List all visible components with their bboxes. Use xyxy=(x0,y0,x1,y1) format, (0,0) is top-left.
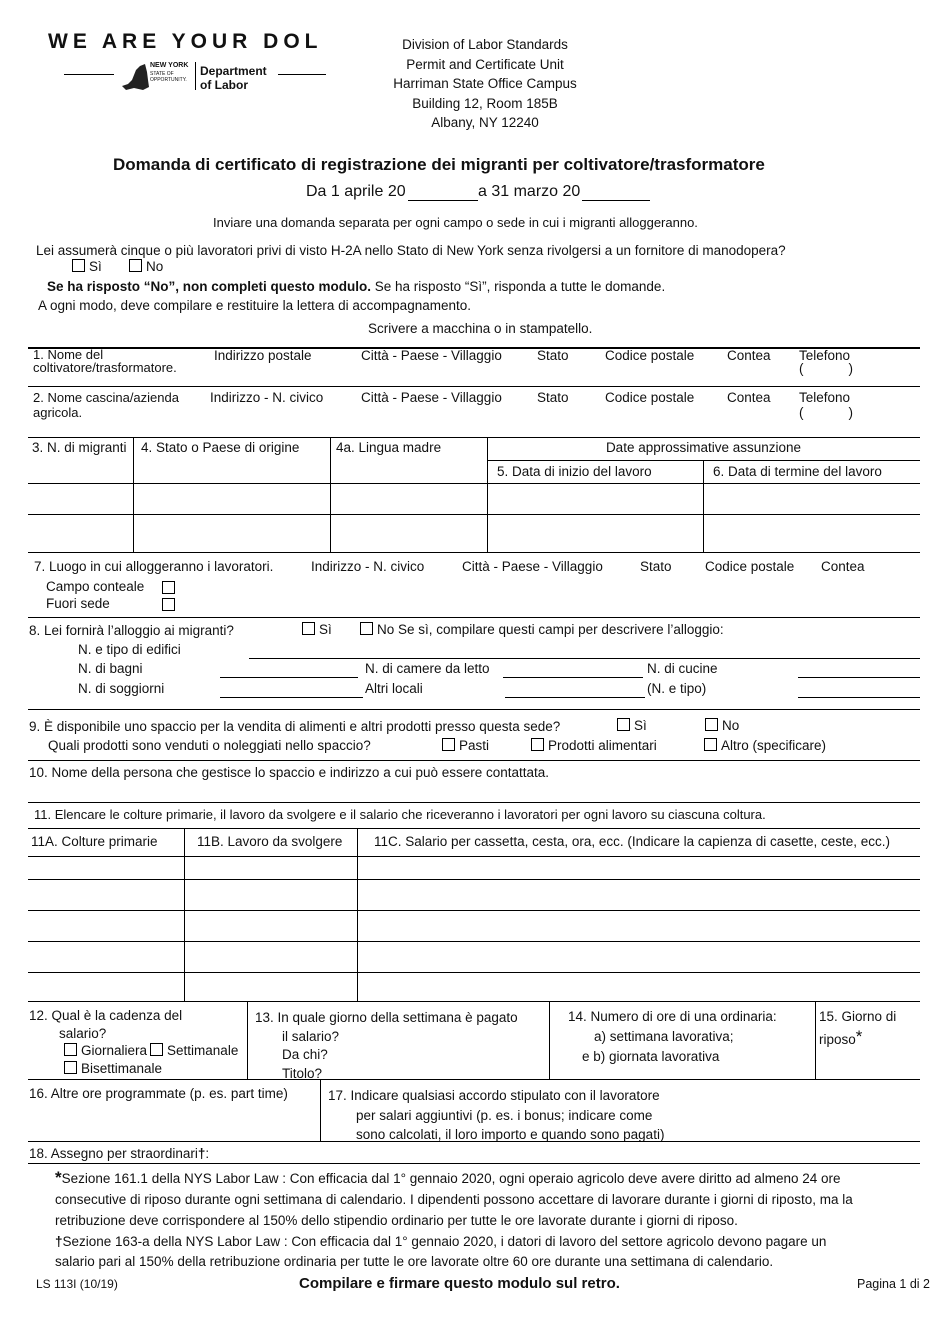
footnote-rest-day: *Sezione 161.1 della NYS Labor Law : Con efficacia dal 1° gennaio 2020, ogni operaio agricolo deve avere diritto ad almeno 24 ore consecutive di riposo durante ogni settimana di calendario. I dipendenti possono accettare di lavorare durante i giorni di riposto, ma la retribuzione deve corrispondere al 150% dello stipendio ordinario per tutte le ore lavorate durante i giorni di riposo. xyxy=(55,1168,853,1228)
q7-county: Contea xyxy=(821,559,865,574)
question-h2a: Lei assumerà cinque o più lavoratori privi di visto H-2A nello Stato di New York senza rivolgersi a un fornitore di manodopera? xyxy=(36,243,786,258)
q8-label: 8. Lei fornirà l’alloggio ai migranti? xyxy=(29,623,234,638)
q18-label: 18. Assegno per straordinari†: xyxy=(29,1146,210,1161)
col-rule xyxy=(549,1001,550,1079)
col-rule xyxy=(247,1001,248,1079)
row-rule xyxy=(28,437,920,438)
q7-label: 7. Luogo in cui alloggeranno i lavoratori. xyxy=(34,559,274,574)
q9-other[interactable]: Altro (specificare) xyxy=(704,738,826,753)
row2-phone-area[interactable]: ( ) xyxy=(799,405,853,420)
col-dates: Date approssimative assunzione xyxy=(605,440,802,455)
q8-yes[interactable]: Sì xyxy=(302,622,332,637)
checkbox-icon[interactable] xyxy=(705,718,718,731)
h2a-yes[interactable]: Sì xyxy=(72,259,102,274)
row-rule xyxy=(28,856,920,857)
cover-letter-note: A ogni modo, deve compilare e restituire la lettera di accompagnamento. xyxy=(38,298,471,313)
q12-biweekly[interactable]: Bisettimanale xyxy=(64,1061,162,1076)
q15-label: 15. Giorno di riposo* xyxy=(819,1009,897,1047)
q12-label: 12. Qual è la cadenza del salario? xyxy=(29,1008,183,1041)
row-rule xyxy=(28,910,920,911)
q8-no[interactable]: No Se sì, compilare questi campi per descrivere l’alloggio: xyxy=(360,622,724,637)
row2-address: Indirizzo - N. civico xyxy=(210,390,324,405)
row-rule xyxy=(487,460,920,461)
row-rule xyxy=(28,386,920,387)
row-rule xyxy=(28,828,920,829)
other-rooms-field[interactable] xyxy=(505,697,645,698)
row2-name: 2. Nome cascina/azienda agricola. xyxy=(33,390,179,420)
buildings-field[interactable] xyxy=(249,658,920,659)
row-rule xyxy=(28,802,920,803)
q9-no[interactable]: No xyxy=(705,718,739,733)
col-start-date: 5. Data di inizio del lavoro xyxy=(497,464,652,479)
period-to: a 31 marzo 20 xyxy=(478,183,581,200)
row2-phone: Telefono xyxy=(799,390,851,405)
row-rule xyxy=(28,552,920,553)
col-wage: 11C. Salario per cassetta, cesta, ora, ecc. (Indicare la capienza di casette, ceste, ecc.) xyxy=(374,834,890,849)
row-rule xyxy=(28,941,920,942)
col-rule xyxy=(815,1001,816,1079)
logo-rule-left xyxy=(64,74,114,75)
row-rule xyxy=(28,483,920,484)
logo-rule-right xyxy=(278,74,326,75)
footnote-overtime: †Sezione 163-a della NYS Labor Law : Con efficacia dal 1° gennaio 2020, i datori di lavoro del settore agricolo devono pagare un salario pari al 150% della retribuzione ordinaria per tutte le ore lavorate oltre 60 ore durante una settimana di calendario. xyxy=(55,1234,827,1269)
col-rule xyxy=(184,828,185,1001)
logo-state: STATE OF xyxy=(150,71,174,77)
q8-buildings: N. e tipo di edifici xyxy=(78,642,181,657)
checkbox-icon[interactable] xyxy=(162,598,175,611)
checkbox-icon[interactable] xyxy=(129,259,142,272)
col-rule xyxy=(330,437,331,552)
logo-of-labor: of Labor xyxy=(200,78,248,92)
h2a-no[interactable]: No xyxy=(129,259,163,274)
checkbox-icon[interactable] xyxy=(360,622,373,635)
num-type-field[interactable] xyxy=(798,697,920,698)
row-rule xyxy=(28,1141,920,1142)
row2-zip: Codice postale xyxy=(605,390,695,405)
logo-department: Department xyxy=(200,64,267,78)
no-note-bold: Se ha risposto “No”, non completi questo modulo. xyxy=(47,279,372,294)
logo-ny: NEW YORK xyxy=(150,62,189,69)
no-note-rest: Se ha risposto “Sì”, risponda a tutte le domande. xyxy=(374,279,666,294)
col-rule xyxy=(320,1079,321,1141)
row-rule xyxy=(28,709,920,710)
q7-state: Stato xyxy=(640,559,672,574)
row1-county: Contea xyxy=(727,348,771,363)
checkbox-icon[interactable] xyxy=(704,738,717,751)
sign-note: Compilare e firmare questo modulo sul retro. xyxy=(299,1275,620,1292)
q8-num-type: (N. e tipo) xyxy=(647,681,707,696)
page-title: Domanda di certificato di registrazione dei migranti per coltivatore/trasformatore xyxy=(113,155,765,174)
q8-bedrooms: N. di camere da letto xyxy=(365,661,490,676)
period-from-field[interactable] xyxy=(408,200,478,201)
baths-field[interactable] xyxy=(220,677,358,678)
row-rule xyxy=(28,1079,920,1080)
row1-name: 1. Nome del coltivatore/trasformatore. xyxy=(33,347,177,375)
checkbox-icon[interactable] xyxy=(442,738,455,751)
q9-meals[interactable]: Pasti xyxy=(442,738,489,753)
col-work: 11B. Lavoro da svolgere xyxy=(197,834,343,849)
q7-off-site: Fuori sede xyxy=(46,596,110,611)
q7-zip: Codice postale xyxy=(705,559,795,574)
q10-label: 10. Nome della persona che gestisce lo spaccio e indirizzo a cui può essere contattata. xyxy=(29,765,550,780)
q14-label: 14. Numero di ore di una ordinaria: a) settimana lavorativa; e b) giornata lavorativa xyxy=(568,1009,777,1064)
q8-living: N. di soggiorni xyxy=(78,681,165,696)
row1-city: Città - Paese - Villaggio xyxy=(361,348,502,363)
q17-label: 17. Indicare qualsiasi accordo stipulato con il lavoratore per salari aggiuntivi (p. es. i bonus; indicare come sono calcolati, il loro importo e quando sono pagati) xyxy=(328,1088,665,1142)
period-from: Da 1 aprile 20 xyxy=(306,183,406,200)
col-rule xyxy=(133,437,134,552)
checkbox-icon[interactable] xyxy=(617,718,630,731)
row1-state: Stato xyxy=(537,348,569,363)
row2-city: Città - Paese - Villaggio xyxy=(361,390,502,405)
row-rule xyxy=(28,879,920,880)
q9-food[interactable]: Prodotti alimentari xyxy=(531,738,657,753)
row1-phone-area[interactable]: ( ) xyxy=(799,361,853,376)
logo-divider xyxy=(195,62,196,90)
checkbox-icon[interactable] xyxy=(64,1043,77,1056)
col-end-date: 6. Data di termine del lavoro xyxy=(713,464,882,479)
q7-address: Indirizzo - N. civico xyxy=(311,559,425,574)
row-rule xyxy=(28,1163,920,1164)
kitchens-field[interactable] xyxy=(798,677,920,678)
q13-label: 13. In quale giorno della settimana è pagato il salario? Da chi? Titolo? xyxy=(255,1010,518,1081)
row2-county: Contea xyxy=(727,390,771,405)
new-york-state-icon xyxy=(118,60,152,92)
period-to-field[interactable] xyxy=(582,200,650,201)
q7-city: Città - Paese - Villaggio xyxy=(462,559,603,574)
row-rule xyxy=(28,760,920,761)
logo-opp: OPPORTUNITY. xyxy=(150,77,187,83)
living-field[interactable] xyxy=(220,697,363,698)
row-rule xyxy=(28,972,920,973)
row-rule xyxy=(28,617,920,618)
address-line: Division of Labor Standards xyxy=(402,37,568,52)
q8-other: Altri locali xyxy=(365,681,423,696)
row1-zip: Codice postale xyxy=(605,348,695,363)
col-rule xyxy=(357,828,358,1001)
q11-label: 11. Elencare le colture primarie, il lavoro da svolgere e il salario che riceveranno i lavoratori per ogni lavoro su ciascuna coltura. xyxy=(34,807,766,822)
col-crops: 11A. Colture primarie xyxy=(31,834,158,849)
address-line: Albany, NY 12240 xyxy=(431,115,539,130)
slogan: WE ARE YOUR DOL xyxy=(48,30,323,53)
q9-products: Quali prodotti sono venduti o noleggiati nello spaccio? xyxy=(48,738,371,753)
q9-label: 9. È disponibile uno spaccio per la vendita di alimenti e altri prodotti presso questa sede? xyxy=(29,719,561,734)
checkbox-icon[interactable] xyxy=(531,738,544,751)
row2-state: Stato xyxy=(537,390,569,405)
checkbox-icon[interactable] xyxy=(162,581,175,594)
checkbox-icon[interactable] xyxy=(302,622,315,635)
row1-address: Indirizzo postale xyxy=(214,348,312,363)
page-number: Pagina 1 di 2 xyxy=(857,1277,930,1291)
checkbox-icon[interactable] xyxy=(64,1061,77,1074)
agency-address xyxy=(380,35,590,133)
checkbox-icon[interactable] xyxy=(72,259,85,272)
type-print-note: Scrivere a macchina o in stampatello. xyxy=(368,321,593,336)
q8-baths: N. di bagni xyxy=(78,661,143,676)
row1-phone: Telefono xyxy=(799,348,851,363)
q16-label: 16. Altre ore programmate (p. es. part time) xyxy=(29,1086,288,1101)
row-rule xyxy=(28,1001,920,1002)
address-line: Permit and Certificate Unit xyxy=(406,56,564,72)
q12-options[interactable]: Giornaliera Settimanale xyxy=(64,1043,238,1058)
q8-kitchens: N. di cucine xyxy=(647,661,718,676)
address-line: Harriman State Office Campus xyxy=(393,76,577,91)
row-rule xyxy=(28,514,920,515)
instruction: Inviare una domanda separata per ogni campo o sede in cui i migranti alloggeranno. xyxy=(213,215,698,230)
q9-yes[interactable]: Sì xyxy=(617,718,647,733)
col-origin: 4. Stato o Paese di origine xyxy=(141,440,300,455)
q7-county-camp: Campo conteale xyxy=(46,579,145,594)
no-note xyxy=(47,279,665,294)
form-id: LS 113I (10/19) xyxy=(36,1277,118,1291)
bedrooms-field[interactable] xyxy=(503,677,643,678)
col-rule xyxy=(703,460,704,552)
col-language: 4a. Lingua madre xyxy=(336,440,442,455)
col-migrants: 3. N. di migranti xyxy=(32,440,127,455)
checkbox-icon[interactable] xyxy=(150,1043,163,1056)
address-line: Building 12, Room 185B xyxy=(412,95,558,111)
